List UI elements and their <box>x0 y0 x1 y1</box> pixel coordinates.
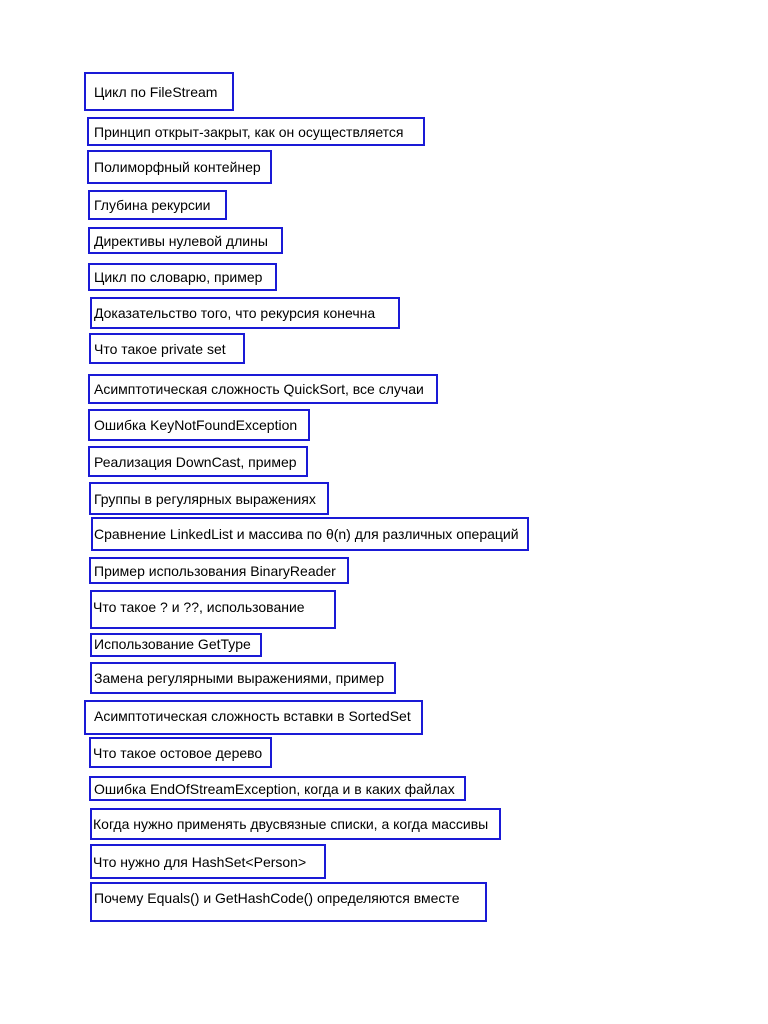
question-box <box>88 227 283 254</box>
question-text: Директивы нулевой длины <box>94 232 268 249</box>
question-text: Реализация DownCast, пример <box>94 453 297 470</box>
question-text: Что нужно для HashSet<Person> <box>93 853 307 870</box>
question-box <box>84 72 234 111</box>
question-text: Что такое private set <box>94 340 226 357</box>
question-text: Асимптотическая сложность вставки в SortedSet <box>94 708 411 724</box>
question-box <box>84 700 423 735</box>
question-text: Цикл по FileStream <box>94 83 218 100</box>
question-box <box>87 117 425 146</box>
question-text: Принцип открыт-закрыт, как он осуществляется <box>94 123 404 140</box>
question-text: Цикл по словарю, пример <box>94 269 263 285</box>
question-box <box>87 150 272 184</box>
question-text: Полиморфный контейнер <box>94 159 261 175</box>
question-text: Группы в регулярных выражениях <box>94 490 316 507</box>
question-text: Асимптотическая сложность QuickSort, все случаи <box>94 381 424 397</box>
question-box <box>90 808 501 840</box>
question-box <box>88 263 277 291</box>
question-box <box>88 446 308 477</box>
question-box <box>89 737 272 768</box>
question-text: Глубина рекурсии <box>94 197 211 213</box>
question-box <box>90 297 400 329</box>
question-text: Доказательство того, что рекурсия конечна <box>94 305 376 321</box>
question-text: Пример использования BinaryReader <box>94 562 336 579</box>
question-text: Почему Equals() и GetHashCode() определяются вместе <box>94 890 460 906</box>
question-box <box>89 557 349 584</box>
question-box <box>90 633 262 657</box>
question-box <box>90 882 487 922</box>
question-text: Замена регулярными выражениями, пример <box>94 670 385 686</box>
question-box <box>90 590 336 629</box>
question-text: Когда нужно применять двусвязные списки, а когда массивы <box>93 816 489 832</box>
question-box <box>90 844 326 879</box>
question-box <box>89 333 245 364</box>
question-text: Ошибка EndOfStreamException, когда и в каких файлах <box>94 780 455 797</box>
question-box <box>88 190 227 220</box>
question-text: Что такое ? и ??, использование <box>93 599 305 615</box>
question-box <box>89 776 466 801</box>
question-box <box>90 662 396 694</box>
question-text: Что такое остовое дерево <box>93 744 263 761</box>
question-box <box>88 374 438 404</box>
question-box <box>89 482 329 515</box>
question-box <box>91 517 529 551</box>
question-text: Ошибка KeyNotFoundException <box>94 417 298 433</box>
question-box <box>88 409 310 441</box>
question-text: Использование GetType <box>94 636 251 652</box>
question-text: Сравнение LinkedList и массива по θ(n) для различных операций <box>94 526 519 542</box>
